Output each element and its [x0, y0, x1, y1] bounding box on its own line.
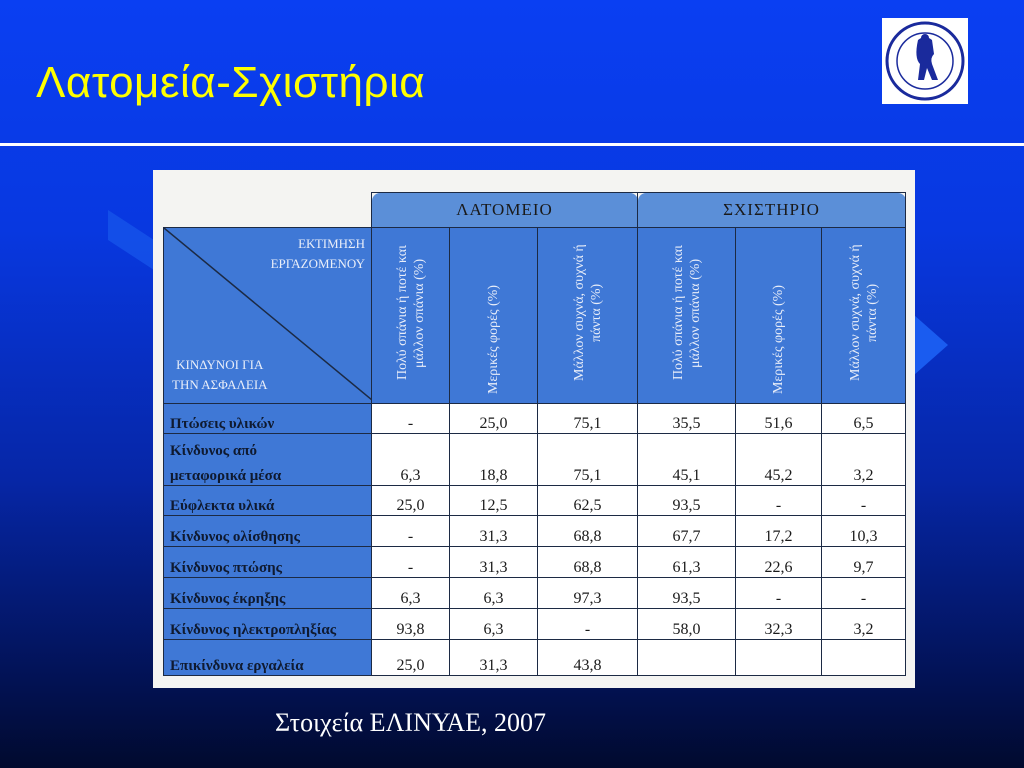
- table-cell: 12,5: [450, 486, 538, 516]
- table-row: [164, 609, 906, 640]
- table-cell: [822, 640, 906, 676]
- row-label: Κίνδυνος έκρηξης: [164, 578, 372, 609]
- table-cell: [638, 640, 736, 676]
- table-row: [164, 434, 906, 486]
- table-cell: -: [822, 578, 906, 609]
- table-cell: 62,5: [538, 486, 638, 516]
- table-cell: 45,2: [736, 434, 822, 486]
- table-cell: 6,3: [450, 578, 538, 609]
- column-header: Πολύ σπάνια ή ποτέ και μάλλον σπάνια (%): [638, 228, 736, 404]
- row-label: Εύφλεκτα υλικά: [164, 486, 372, 516]
- table-cell: 31,3: [450, 516, 538, 547]
- table-row: [164, 486, 906, 516]
- table-cell: 25,0: [372, 486, 450, 516]
- table-cell: 6,3: [450, 609, 538, 640]
- row-label: Κίνδυνος ηλεκτροπληξίας: [164, 609, 372, 640]
- table-cell: 6,3: [372, 578, 450, 609]
- table-cell: [736, 640, 822, 676]
- table-blank-corner: [164, 193, 372, 228]
- table-cell: 61,3: [638, 547, 736, 578]
- table-cell: 6,5: [822, 404, 906, 434]
- column-header: Μερικές φορές (%): [450, 228, 538, 404]
- table-cell: -: [538, 609, 638, 640]
- table-cell: 31,3: [450, 547, 538, 578]
- table-cell: 25,0: [450, 404, 538, 434]
- row-label: Κίνδυνος πτώσης: [164, 547, 372, 578]
- table-cell: 58,0: [638, 609, 736, 640]
- table-cell: 3,2: [822, 609, 906, 640]
- table-cell: 67,7: [638, 516, 736, 547]
- source-caption: Στοιχεία ΕΛΙΝΥΑΕ, 2007: [275, 708, 547, 737]
- university-logo: [882, 18, 968, 104]
- row-label: Επικίνδυνα εργαλεία: [164, 640, 372, 676]
- table-cell: 93,5: [638, 578, 736, 609]
- table-cell: 25,0: [372, 640, 450, 676]
- table-cell: -: [736, 578, 822, 609]
- table-cell: -: [372, 516, 450, 547]
- table-row: [164, 516, 906, 547]
- table-cell: 10,3: [822, 516, 906, 547]
- table-cell: -: [372, 404, 450, 434]
- group-header-slate: ΣΧΙΣΤΗΡΙΟ: [638, 193, 906, 228]
- table-cell: 93,5: [638, 486, 736, 516]
- slide-title: Λατομεία-Σχιστήρια: [36, 58, 426, 107]
- table-cell: 68,8: [538, 547, 638, 578]
- column-header: Μάλλον συχνά, συχνά ή πάντα (%): [822, 228, 906, 404]
- column-header: Μάλλον συχνά, συχνά ή πάντα (%): [538, 228, 638, 404]
- column-header: Μερικές φορές (%): [736, 228, 822, 404]
- row-label: Πτώσεις υλικών: [164, 404, 372, 434]
- table-panel: [153, 170, 915, 688]
- table-cell: 17,2: [736, 516, 822, 547]
- corner-label-safety-risks: ΚΙΝΔΥΝΟΙ ΓΙΑ ΤΗΝ ΑΣΦΑΛΕΙΑ: [172, 357, 268, 392]
- table-row: [164, 404, 906, 434]
- table-cell: 68,8: [538, 516, 638, 547]
- table-cell: 22,6: [736, 547, 822, 578]
- decorative-arrow-left: [108, 210, 154, 270]
- table-cell: 75,1: [538, 404, 638, 434]
- table-cell: -: [822, 486, 906, 516]
- group-header-quarry: ΛΑΤΟΜΕΙΟ: [372, 193, 638, 228]
- row-label: Κίνδυνος ολίσθησης: [164, 516, 372, 547]
- risk-table: [163, 192, 906, 676]
- table-cell: 18,8: [450, 434, 538, 486]
- decorative-arrow-right: [914, 315, 950, 375]
- table-cell: 51,6: [736, 404, 822, 434]
- table-row: [164, 578, 906, 609]
- table-cell: -: [736, 486, 822, 516]
- table-cell: 75,1: [538, 434, 638, 486]
- table-corner-header: [164, 228, 372, 404]
- table-cell: 97,3: [538, 578, 638, 609]
- table-cell: 35,5: [638, 404, 736, 434]
- table-row: [164, 547, 906, 578]
- table-cell: -: [372, 547, 450, 578]
- column-header: Πολύ σπάνια ή ποτέ και μάλλον σπάνια (%): [372, 228, 450, 404]
- corner-label-worker-estimate: ΕΚΤΙΜΗΣΗ ΕΡΓΑΖΟΜΕΝΟΥ: [270, 236, 365, 271]
- title-divider: [0, 143, 1024, 146]
- table-cell: 3,2: [822, 434, 906, 486]
- table-row: [164, 640, 906, 676]
- table-cell: 43,8: [538, 640, 638, 676]
- row-label: Κίνδυνος από μεταφορικά μέσα: [164, 434, 372, 486]
- table-cell: 32,3: [736, 609, 822, 640]
- table-cell: 93,8: [372, 609, 450, 640]
- table-cell: 31,3: [450, 640, 538, 676]
- table-cell: 45,1: [638, 434, 736, 486]
- table-cell: 6,3: [372, 434, 450, 486]
- table-cell: 9,7: [822, 547, 906, 578]
